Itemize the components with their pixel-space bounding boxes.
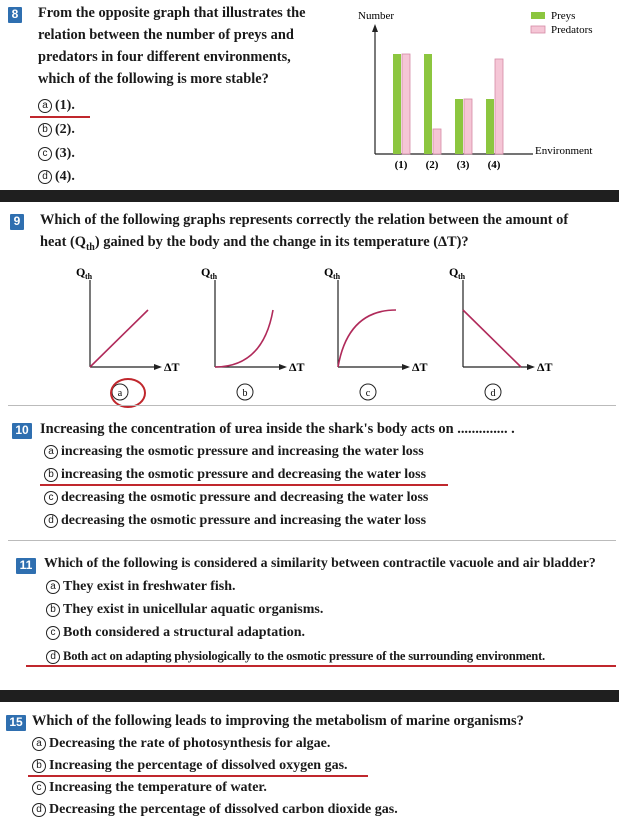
- bar-predators-4: [495, 59, 503, 154]
- graph-xlabel: ΔT: [289, 360, 305, 374]
- option-letter-a: a: [44, 445, 58, 459]
- section-divider-thin-1: [8, 405, 616, 406]
- q11-option-a[interactable]: a They exist in freshwater fish.: [46, 578, 236, 596]
- bar-preys-1: [393, 54, 401, 154]
- q15-option-c[interactable]: c Increasing the temperature of water.: [32, 779, 267, 797]
- category-label-1: (1): [394, 159, 408, 171]
- option-letter-c: c: [38, 147, 52, 161]
- graph-ylabel-sub: th: [333, 272, 341, 281]
- q9-question: [40, 209, 615, 259]
- q11-question: Which of the following is considered a similarity between contractile vacuole and air bladder?: [44, 555, 596, 570]
- option-letter-d: d: [46, 650, 60, 664]
- option-letter-a: a: [38, 99, 52, 113]
- option-letter-c: c: [32, 781, 46, 795]
- graph-ylabel: Q: [201, 265, 211, 279]
- q8-line-2: relation between the number of preys and: [38, 27, 294, 43]
- q9-line-2: heat $(Q_{th})$ gained by the body and the change in its temperature (ΔT)?: [40, 234, 469, 253]
- legend-swatch-preys: [531, 12, 545, 19]
- option-letter-b: b: [44, 468, 58, 482]
- bar-preys-2: [424, 54, 432, 154]
- option-letter-a: a: [46, 580, 60, 594]
- option-letter-b: b: [46, 603, 60, 617]
- graph-option-letter: b: [242, 388, 248, 399]
- q8-line-4: which of the following is more stable?: [38, 71, 269, 87]
- option-letter-d: d: [44, 514, 58, 528]
- q8-option-b[interactable]: b (2).: [38, 121, 75, 139]
- graph-xlabel: ΔT: [164, 360, 180, 374]
- q10-option-b[interactable]: b increasing the osmotic pressure and decreasing the water loss: [44, 466, 426, 484]
- bar-predators-1: [402, 54, 410, 154]
- q8-number: 8: [8, 7, 22, 23]
- q8-line-3: predators in four different environments,: [38, 49, 291, 65]
- graph-curve: [90, 310, 148, 367]
- category-label-2: (2): [425, 159, 439, 171]
- graph-ylabel-sub: th: [85, 272, 93, 281]
- graph-xlabel: ΔT: [537, 360, 553, 374]
- section-divider-1: [0, 190, 619, 202]
- y-axis-arrow: [372, 24, 378, 32]
- q9-graph-b[interactable]: [201, 265, 305, 400]
- graph-ylabel: Q: [449, 265, 459, 279]
- option-letter-c: c: [46, 626, 60, 640]
- q10-option-a[interactable]: a increasing the osmotic pressure and increasing the water loss: [44, 443, 424, 461]
- category-label-4: (4): [487, 159, 501, 171]
- option-letter-a: a: [32, 737, 46, 751]
- q9-answer-circle: [110, 378, 146, 408]
- q9-line-1: Which of the following graphs represents correctly the relation between the amount of: [40, 212, 569, 228]
- q8-option-c[interactable]: c (3).: [38, 145, 75, 163]
- q11-option-c[interactable]: c Both considered a structural adaptation.: [46, 624, 305, 642]
- option-letter-c: c: [44, 491, 58, 505]
- graph-x-arrow: [527, 364, 535, 370]
- graph-curve: [338, 310, 396, 367]
- graph-curve: [215, 310, 273, 367]
- option-letter-d: d: [38, 170, 52, 184]
- q9-graph-d[interactable]: [449, 265, 553, 400]
- section-divider-2: [0, 690, 619, 702]
- graph-x-arrow: [279, 364, 287, 370]
- q9-number: 9: [10, 214, 24, 230]
- bar-predators-2: [433, 129, 441, 154]
- q10-option-d[interactable]: d decreasing the osmotic pressure and increasing the water loss: [44, 512, 426, 530]
- category-label-3: (3): [456, 159, 470, 171]
- q8-option-d[interactable]: d (4).: [38, 168, 75, 186]
- q11-option-b[interactable]: b They exist in unicellular aquatic organisms.: [46, 601, 323, 619]
- bar-preys-3: [455, 99, 463, 154]
- section-divider-thin-2: [8, 540, 616, 541]
- q10-option-c[interactable]: c decreasing the osmotic pressure and decreasing the water loss: [44, 489, 428, 507]
- graph-option-letter: c: [365, 388, 371, 399]
- bar-predators-3: [464, 99, 472, 154]
- q10-answer-underline: [40, 484, 448, 486]
- graph-ylabel: Q: [324, 265, 334, 279]
- legend-swatch-predators: [531, 26, 545, 33]
- q8-option-a[interactable]: a (1).: [38, 97, 75, 115]
- q15-option-b[interactable]: b Increasing the percentage of dissolved oxygen gas.: [32, 757, 348, 775]
- option-letter-d: d: [32, 803, 46, 817]
- q9-graph-c[interactable]: [324, 265, 428, 400]
- q8-answer-underline: [30, 116, 90, 118]
- graph-x-arrow: [154, 364, 162, 370]
- graph-option-letter: a: [117, 388, 123, 399]
- legend-label-predators: Predators: [551, 24, 593, 36]
- option-letter-b: b: [32, 759, 46, 773]
- q10-number: 10: [12, 423, 32, 439]
- graph-x-arrow: [402, 364, 410, 370]
- option-letter-b: b: [38, 123, 52, 137]
- q11-number: 11: [16, 558, 36, 574]
- q15-option-d[interactable]: d Decreasing the percentage of dissolved carbon dioxide gas.: [32, 801, 398, 819]
- q8-line-1: From the opposite graph that illustrates the: [38, 5, 306, 21]
- graph-ylabel-sub: th: [210, 272, 218, 281]
- q15-option-a[interactable]: a Decreasing the rate of photosynthesis for algae.: [32, 735, 330, 753]
- q15-answer-underline: [28, 775, 368, 777]
- q11-option-d[interactable]: d Both act on adapting physiologically to the osmotic pressure of the surrounding environment.: [46, 647, 545, 665]
- bar-preys-4: [486, 99, 494, 154]
- chart-ylabel: Number: [358, 10, 395, 22]
- q8-question: [38, 2, 338, 90]
- graph-option-letter: d: [490, 388, 496, 399]
- graph-ylabel-sub: th: [458, 272, 466, 281]
- graph-xlabel: ΔT: [412, 360, 428, 374]
- q10-question: Increasing the concentration of urea inside the shark's body acts on .............. .: [40, 421, 515, 437]
- q11-answer-underline: [26, 665, 616, 667]
- q15-question: Which of the following leads to improving the metabolism of marine organisms?: [32, 713, 524, 729]
- graph-curve: [463, 310, 521, 367]
- chart-xlabel: Environment: [535, 145, 593, 157]
- q8-bar-chart: [355, 6, 615, 180]
- graph-ylabel: Q: [76, 265, 86, 279]
- legend-label-preys: Preys: [551, 10, 576, 22]
- q15-number: 15: [6, 715, 26, 731]
